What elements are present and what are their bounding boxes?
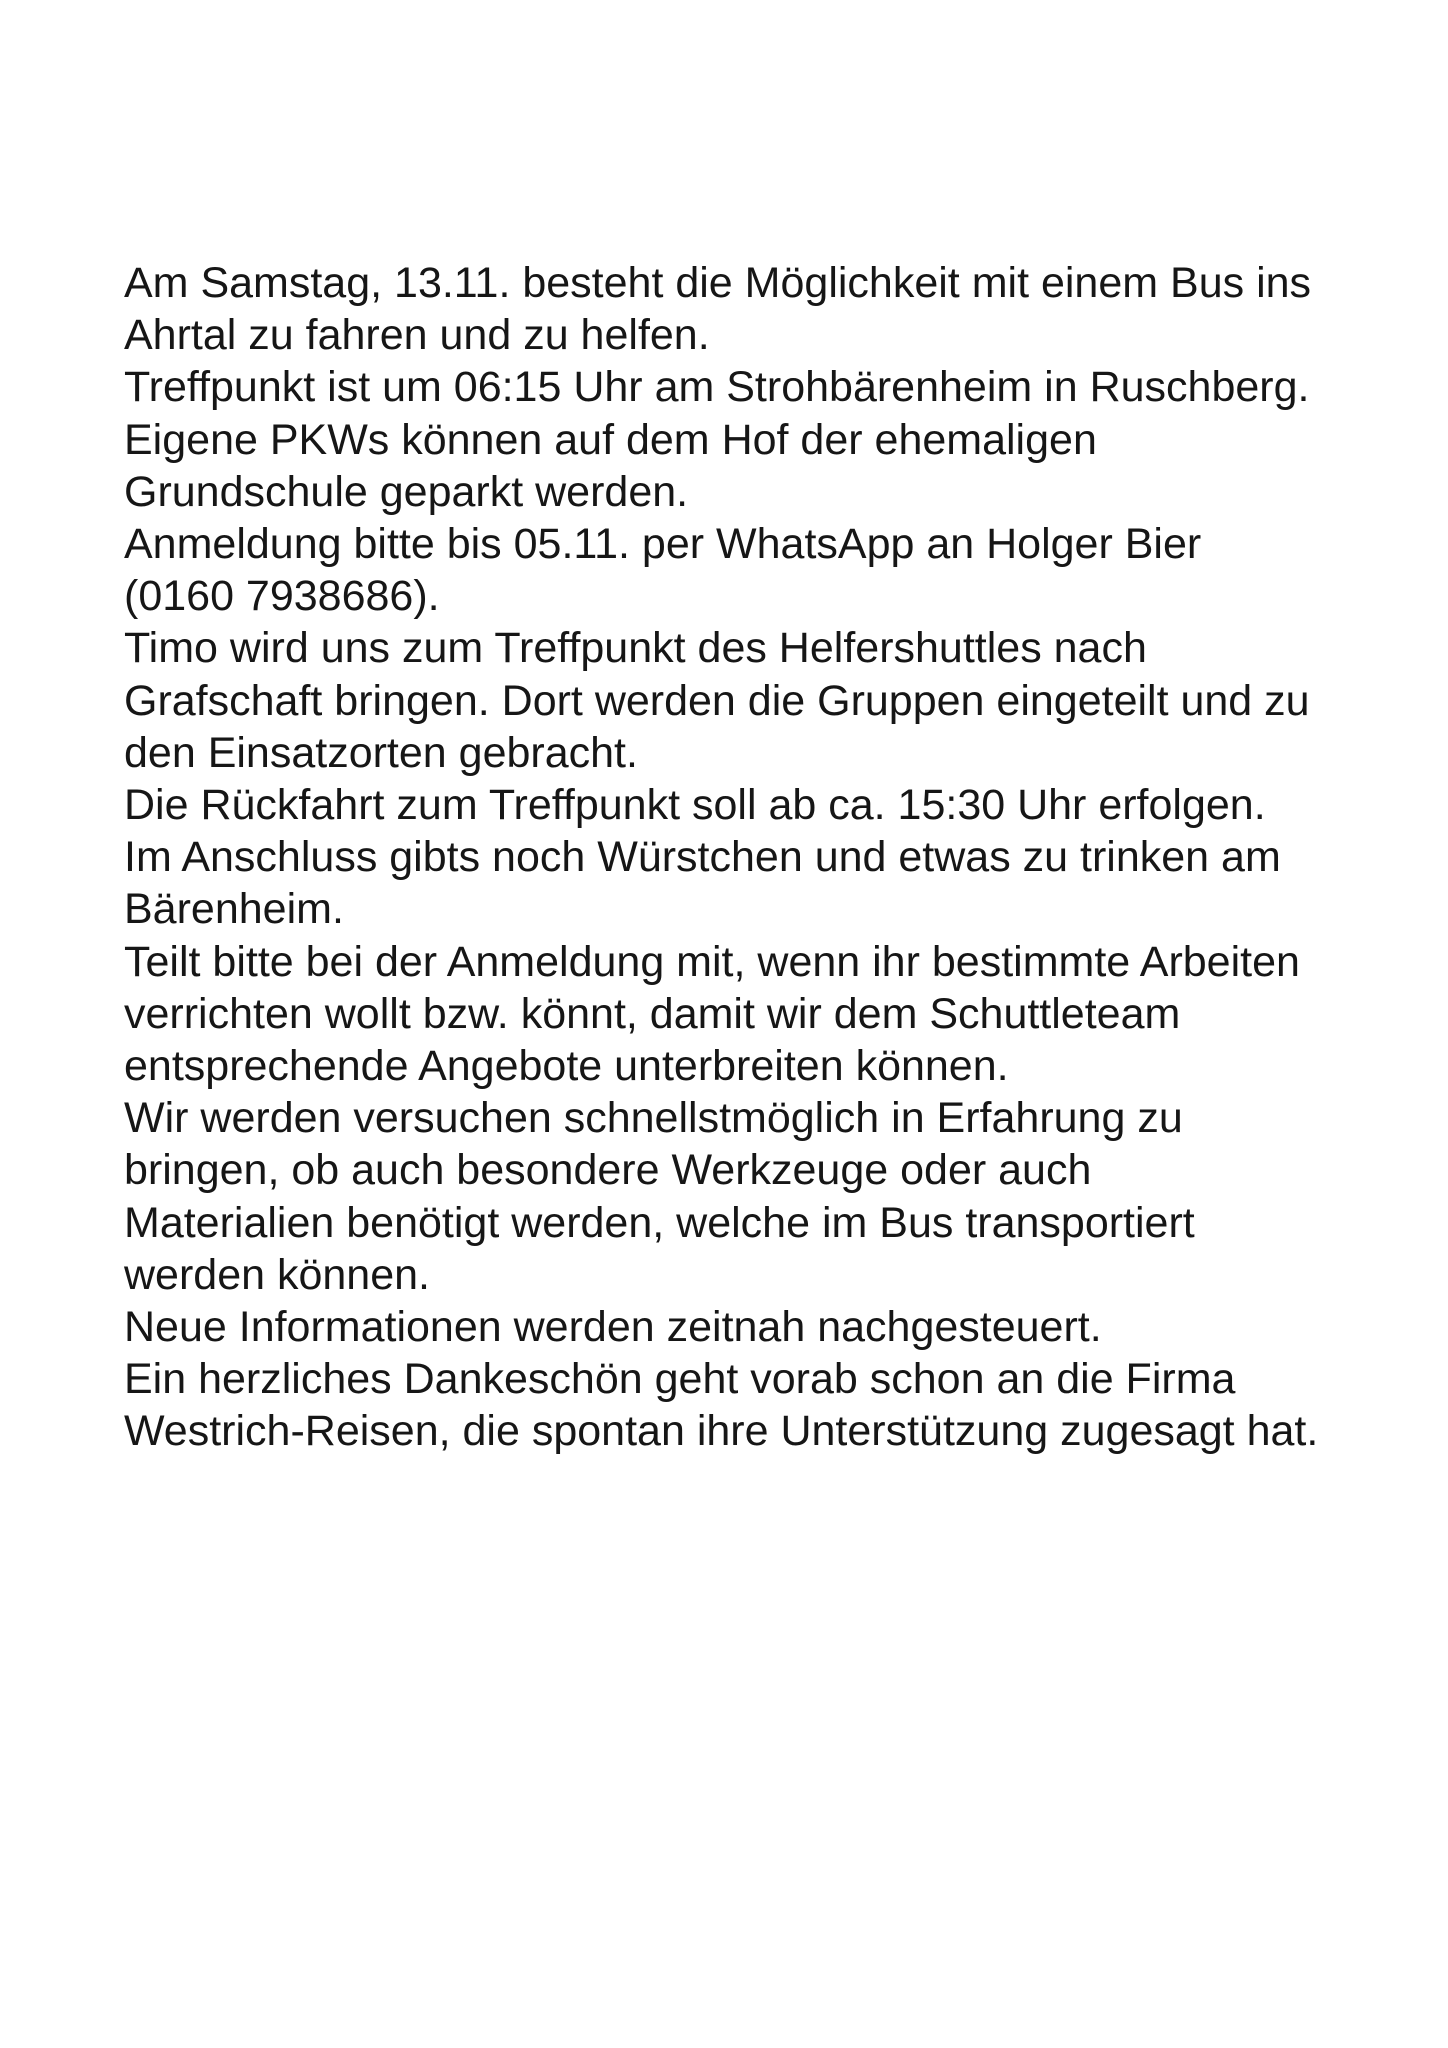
text-line: Teilt bitte bei der Anmeldung mit, wenn ihr bestimmte Arbeiten [124,937,1300,986]
text-line: Neue Informationen werden zeitnah nachgesteuert. [124,1303,1102,1352]
text-line: Grafschaft bringen. Dort werden die Gruppen eingeteilt und zu [124,676,1310,725]
text-line: Westrich-Reisen, die spontan ihre Unterstützung zugesagt hat. [124,1407,1319,1456]
text-line: Im Anschluss gibts noch Würstchen und etwas zu trinken am [124,833,1281,882]
text-line: Grundschule geparkt werden. [124,467,689,516]
text-line: (0160 7938686). [124,572,440,621]
announcement-text [124,257,1384,1458]
text-line: werden können. [124,1250,430,1299]
text-line: Anmeldung bitte bis 05.11. per WhatsApp an Holger Bier [124,520,1202,569]
text-line: Ahrtal zu fahren und zu helfen. [124,311,710,360]
text-line: Ein herzliches Dankeschön geht vorab schon an die Firma [124,1355,1236,1404]
text-line: Treffpunkt ist um 06:15 Uhr am Strohbärenheim in Ruschberg. [124,363,1310,412]
text-line: Bärenheim. [124,885,344,934]
text-line: Am Samstag, 13.11. besteht die Möglichkeit mit einem Bus ins [124,259,1312,307]
text-line: Wir werden versuchen schnellstmöglich in Erfahrung zu [124,1094,1183,1143]
text-line: Timo wird uns zum Treffpunkt des Helfershuttles nach [124,624,1147,673]
text-line: Die Rückfahrt zum Treffpunkt soll ab ca. 15:30 Uhr erfolgen. [124,781,1266,830]
text-line: den Einsatzorten gebracht. [124,728,638,777]
text-line: entsprechende Angebote unterbreiten können. [124,1042,1009,1091]
text-line: Eigene PKWs können auf dem Hof der ehemaligen [124,415,1097,464]
text-line: Materialien benötigt werden, welche im Bus transportiert [124,1198,1195,1247]
text-line: bringen, ob auch besondere Werkzeuge oder auch [124,1146,1092,1195]
text-line: verrichten wollt bzw. könnt, damit wir dem Schuttleteam [124,989,1181,1038]
